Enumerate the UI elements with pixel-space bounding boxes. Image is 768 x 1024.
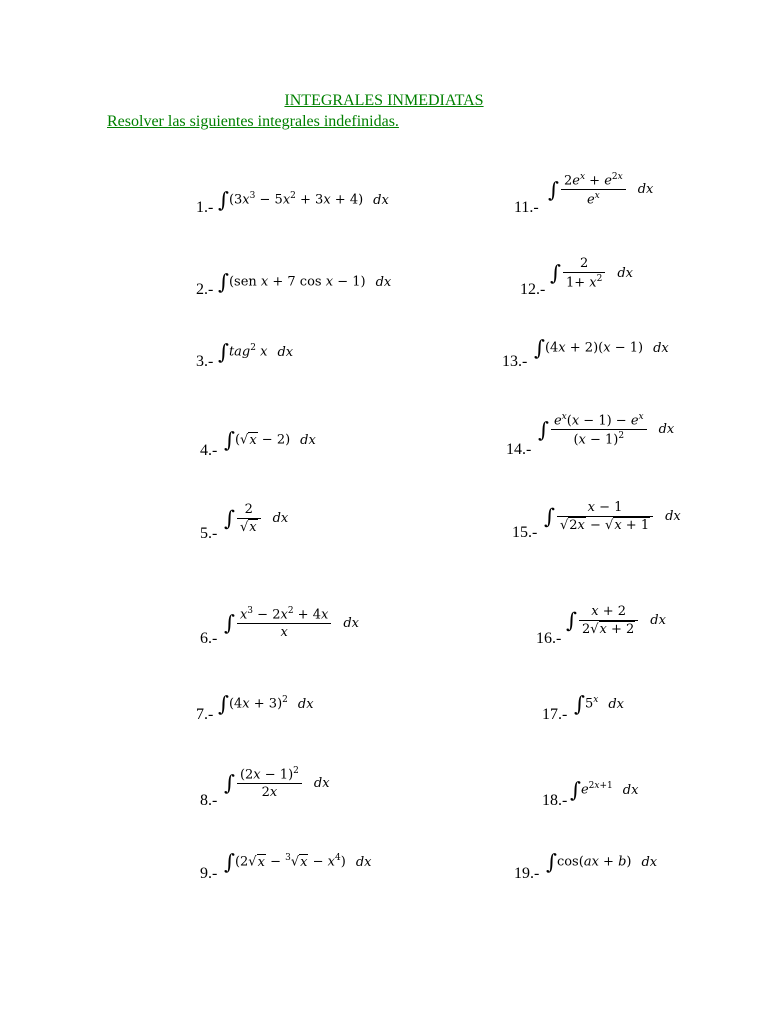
problem-expression: ∫cos(ax + b) dx <box>546 850 658 874</box>
problem-expression: ∫ $\frac{2}{1+ x^2}$ dx <box>550 256 633 291</box>
problem-item <box>0 500 384 560</box>
problem-item <box>384 500 768 560</box>
problem-item <box>0 262 392 322</box>
problem-number: 2.- <box>196 281 214 298</box>
problem-item <box>0 422 384 482</box>
problem-expression: ∫ $\frac{e^x(x - 1) - e^x}{(x - 1)^2}$ dx <box>538 412 675 448</box>
problem-number: 3.- <box>196 353 214 370</box>
problem-number: 11.- <box>514 199 539 216</box>
problem-expression: ∫(√x − 2) dx <box>224 428 316 452</box>
problem-expression: ∫5$^x$ dx <box>574 692 624 716</box>
problem-item <box>0 604 384 664</box>
document-title: INTEGRALES INMEDIATAS <box>284 92 484 109</box>
problem-number: 17.- <box>542 706 568 723</box>
problem-number: 9.- <box>200 865 218 882</box>
problem-number: 12.- <box>520 281 546 298</box>
problem-item <box>384 848 768 908</box>
problem-expression: ∫ $\frac{x - 1}{√2x - √x + 1}$ dx <box>544 500 681 533</box>
problem-item <box>384 256 768 316</box>
problem-item <box>384 412 768 472</box>
problem-item <box>384 172 768 232</box>
problem-expression: $\int(4x + 3)^2$ dx <box>218 692 314 716</box>
problem-number: 16.- <box>536 630 562 647</box>
problem-number: 1.- <box>196 199 214 216</box>
problem-item <box>384 776 768 836</box>
problem-number: 18.- <box>542 792 568 809</box>
problem-item <box>384 690 768 750</box>
problem-expression: $\int e^{2x+1}$ dx <box>570 778 639 802</box>
problem-expression: ∫ $\frac{2e^x + e^{2x}}{e^x}$ dx <box>548 172 654 208</box>
problem-expression: ∫(sen x + 7 cos x − 1) dx <box>218 270 392 294</box>
problem-number: 15.- <box>512 524 538 541</box>
problem-number: 14.- <box>506 441 532 458</box>
problem-item <box>0 764 384 824</box>
problem-expression: ∫ $\frac{(2x - 1)^2}{2x}$ dx <box>224 766 330 801</box>
document-subtitle: Resolver las siguientes integrales indefinidas. <box>107 113 399 130</box>
problem-expression: ∫(4x + 2)(x − 1) dx <box>534 336 669 360</box>
problem-number: 19.- <box>514 865 540 882</box>
problem-expression: $\int(2√x - ^3√x - x^4)$ dx <box>224 850 372 874</box>
problem-item <box>0 180 389 240</box>
problem-item <box>384 334 768 394</box>
problem-item <box>0 334 384 394</box>
problem-number: 8.- <box>200 792 218 809</box>
problem-number: 13.- <box>502 353 528 370</box>
problem-item <box>0 846 384 906</box>
problem-number: 5.- <box>200 525 218 542</box>
problem-expression: $\int(3x^3 - 5x^2 + 3x + 4)$ dx <box>218 188 389 212</box>
problem-item <box>0 688 384 748</box>
problem-expression: ∫tag$^2$ x dx <box>218 340 294 364</box>
problem-expression: ∫ $\frac{2}{√x}$ dx <box>224 502 289 535</box>
problem-number: 7.- <box>196 706 214 723</box>
problem-item <box>384 604 768 664</box>
problem-number: 4.- <box>200 442 218 459</box>
problem-expression: ∫ $\frac{x^3 - 2x^2 + 4x}{x}$ dx <box>224 606 359 641</box>
problem-number: 6.- <box>200 630 218 647</box>
problem-expression: ∫ $\frac{x + 2}{2√x + 2}$ dx <box>566 604 666 637</box>
